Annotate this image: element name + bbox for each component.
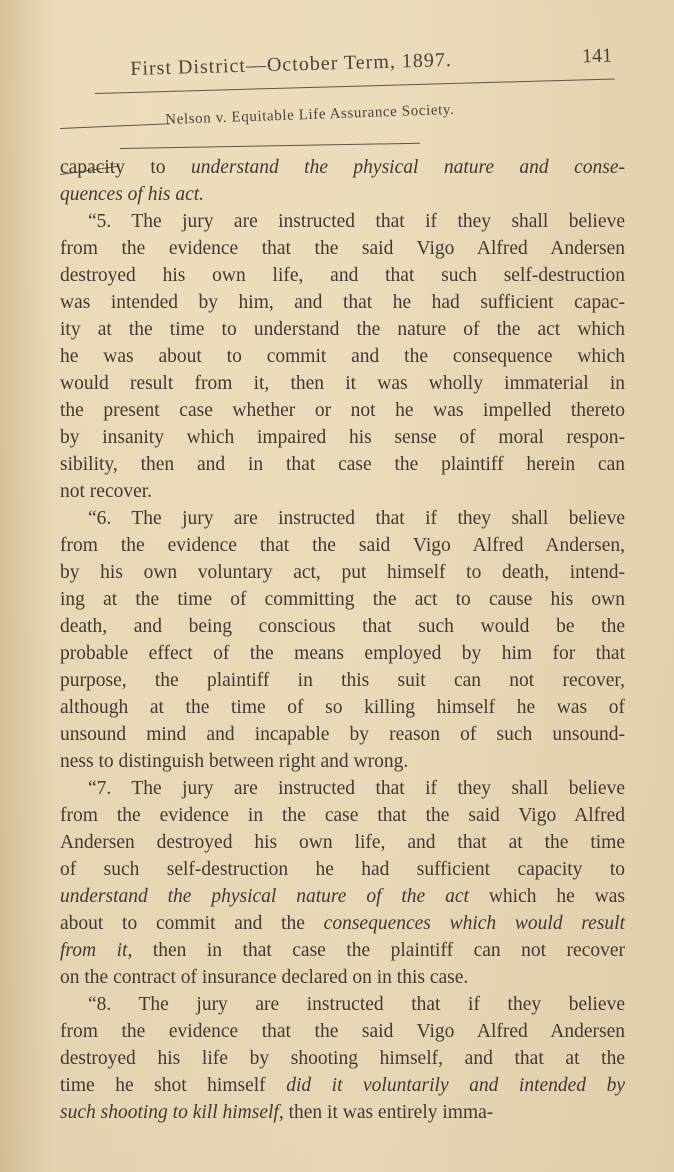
text-line [60, 316, 625, 343]
text-run: not recover. [60, 481, 153, 502]
italic-text: understand the physical nature and conse- [190, 157, 626, 178]
text-line [60, 748, 625, 775]
text-run: destroyed his own life, and that such self-destruction [60, 265, 625, 286]
text-line [60, 1045, 625, 1072]
italic-text: from it [60, 940, 128, 961]
text-line [60, 424, 625, 451]
text-run: , then in that case the plaintiff can not recover [127, 940, 626, 961]
text-line [60, 829, 625, 856]
text-line [60, 397, 625, 424]
text-run: ity at the time to understand the nature of the act which [60, 319, 625, 340]
text-line [60, 721, 625, 748]
text-line [60, 910, 625, 937]
text-run: “7. The jury are instructed that if they shall believe [88, 778, 625, 799]
text-run: ing at the time of committing the act to cause his own [60, 589, 625, 610]
text-run: , then it was entirely imma- [278, 1102, 494, 1123]
text-line [60, 451, 625, 478]
text-line [60, 937, 625, 964]
text-run: on the contract of insurance declared on in this case. [60, 967, 469, 988]
body-text [60, 154, 625, 1126]
text-line [60, 1072, 625, 1099]
text-line [60, 181, 625, 208]
text-line [60, 1099, 625, 1126]
text-run: was intended by him, and that he had sufficient capac- [60, 292, 625, 313]
text-run: although at the time of so killing himself he was of [60, 697, 625, 718]
text-run: from the evidence that the said Vigo Alfred Andersen, [60, 535, 625, 556]
text-run: he was about to commit and the consequence which [60, 346, 625, 367]
italic-text: quences of his act. [60, 184, 205, 205]
text-line [60, 883, 625, 910]
text-run: Andersen destroyed his own life, and that at the time [60, 832, 625, 853]
text-run: “6. The jury are instructed that if they shall believe [88, 508, 625, 529]
text-line [60, 505, 625, 532]
text-run: from the evidence that the said Vigo Alfred Andersen [60, 1021, 625, 1042]
text-run: ness to distinguish between right and wrong. [60, 751, 409, 772]
text-line [60, 640, 625, 667]
text-run: of such self-destruction he had sufficient capacity to [60, 859, 625, 880]
italic-text: understand the physical nature of the act [60, 886, 469, 907]
text-line [60, 964, 625, 991]
italic-text: consequences which would result [323, 913, 625, 934]
text-run: by his own voluntary act, put himself to death, intend- [60, 562, 625, 583]
text-run: “8. The jury are instructed that if they believe [88, 994, 625, 1015]
text-line [60, 370, 625, 397]
text-run: about to commit and the [60, 913, 324, 934]
text-run: time he shot himself [60, 1075, 287, 1096]
text-line [60, 613, 625, 640]
text-line [60, 208, 625, 235]
text-run: probable effect of the means employed by him for that [60, 643, 625, 664]
text-line [60, 478, 625, 505]
text-run: death, and being conscious that such would be the [60, 616, 625, 637]
text-run: sibility, then and in that case the plaintiff herein can [60, 454, 625, 475]
text-line [60, 1018, 625, 1045]
case-title: Nelson v. Equitable Life Assurance Society. [165, 101, 455, 128]
text-line [60, 154, 625, 181]
italic-text: did it voluntarily and intended by [286, 1075, 626, 1096]
text-line [60, 289, 625, 316]
text-run: unsound mind and incapable by reason of such unsound- [60, 724, 625, 745]
text-line [60, 343, 625, 370]
section-rule [120, 143, 420, 149]
text-run: would result from it, then it was wholly immaterial in [60, 373, 625, 394]
text-line [60, 694, 625, 721]
text-line [60, 991, 625, 1018]
text-line [60, 559, 625, 586]
text-line [60, 586, 625, 613]
text-run: capacity to [60, 157, 191, 178]
italic-text: such shooting to kill himself [60, 1102, 279, 1123]
case-title-left-rule [60, 123, 170, 129]
text-run: purpose, the plaintiff in this suit can not recover, [60, 670, 625, 691]
page-number: 141 [581, 44, 613, 68]
text-line [60, 775, 625, 802]
text-line [60, 235, 625, 262]
text-run: which he was [468, 886, 626, 907]
page-header [130, 44, 631, 88]
text-run: by insanity which impaired his sense of moral respon- [60, 427, 625, 448]
text-run: “5. The jury are instructed that if they shall believe [88, 211, 625, 232]
text-run: from the evidence in the case that the said Vigo Alfred [60, 805, 625, 826]
text-line [60, 262, 625, 289]
text-run: from the evidence that the said Vigo Alfred Andersen [60, 238, 625, 259]
text-run: the present case whether or not he was impelled thereto [60, 400, 625, 421]
running-head: First District—October Term, 1897. [130, 49, 453, 80]
text-line [60, 667, 625, 694]
text-line [60, 532, 625, 559]
text-line [60, 802, 625, 829]
text-line [60, 856, 625, 883]
text-run: destroyed his life by shooting himself, and that at the [60, 1048, 625, 1069]
